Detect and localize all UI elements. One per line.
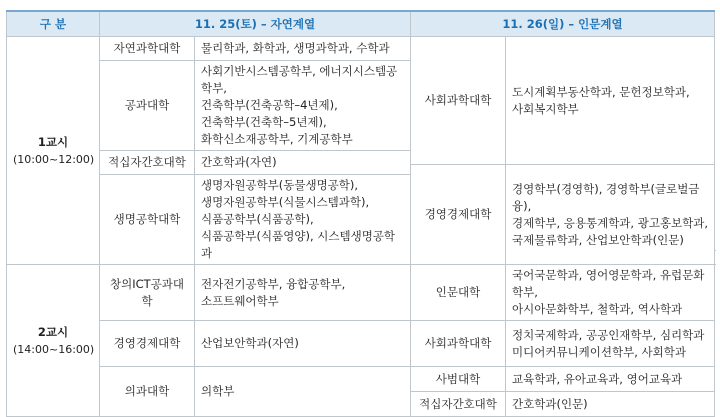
table-row	[7, 321, 715, 367]
dept-cell: 간호학과(인문)	[506, 392, 715, 417]
college-cell: 사회과학대학	[411, 321, 506, 367]
college-cell: 사회과학대학	[411, 37, 506, 165]
college-cell: 적십자간호대학	[411, 392, 506, 417]
header-day1: 11. 25(토) – 자연계열	[100, 11, 411, 37]
table-row	[7, 37, 715, 61]
exam-schedule-table	[6, 10, 715, 417]
header-slot: 구 분	[7, 11, 100, 37]
header-day2: 11. 26(일) – 인문계열	[411, 11, 715, 37]
college-cell: 창의ICT공과대학	[100, 265, 195, 321]
college-cell: 사범대학	[411, 367, 506, 392]
dept-cell: 물리학과, 화학과, 생명과학과, 수학과	[195, 37, 411, 61]
table-row	[7, 265, 715, 321]
dept-cell: 생명자원공학부(동물생명공학), 생명자원공학부(식물시스템과학), 식품공학부(식품공학), 식품공학부(식품영양), 시스템생명공학과	[195, 175, 411, 265]
dept-cell: 도시계획부동산학과, 문헌정보학과, 사회복지학부	[506, 37, 715, 165]
header-row	[7, 11, 715, 37]
college-cell: 의과대학	[100, 367, 195, 417]
slot2-label: 2교시	[37, 324, 69, 339]
dept-cell: 경영학부(경영학), 경영학부(글로벌금융), 경제학부, 응용통계학과, 광고홍보학과, 국제물류학과, 산업보안학과(인문)	[506, 165, 715, 265]
dept-cell: 국어국문학과, 영어영문학과, 유럽문화학부, 아시아문화학부, 철학과, 역사학과	[506, 265, 715, 321]
college-cell: 경영경제대학	[411, 165, 506, 265]
slot1-cell	[7, 37, 100, 265]
slot1-label: 1교시	[37, 134, 69, 149]
college-cell: 생명공학대학	[100, 175, 195, 265]
dept-cell: 의학부	[195, 367, 411, 417]
dept-cell: 산업보안학과(자연)	[195, 321, 411, 367]
dept-cell: 간호학과(자연)	[195, 151, 411, 175]
college-cell: 공과대학	[100, 61, 195, 151]
college-cell: 자연과학대학	[100, 37, 195, 61]
dept-cell: 사회기반시스템공학부, 에너지시스템공학부, 건축학부(건축공학–4년제), 건축학부(건축학–5년제), 화학신소재공학부, 기계공학부	[195, 61, 411, 151]
college-cell: 적십자간호대학	[100, 151, 195, 175]
dept-cell: 교육학과, 유아교육과, 영어교육과	[506, 367, 715, 392]
slot2-time: (14:00~16:00)	[13, 342, 95, 356]
slot2-cell	[7, 265, 100, 417]
college-cell: 인문대학	[411, 265, 506, 321]
table-row	[7, 367, 715, 392]
slot1-time: (10:00~12:00)	[13, 152, 95, 166]
dept-cell: 전자전기공학부, 융합공학부, 소프트웨어학부	[195, 265, 411, 321]
college-cell: 경영경제대학	[100, 321, 195, 367]
dept-cell: 정치국제학과, 공공인재학부, 심리학과 미디어커뮤니케이션학부, 사회학과	[506, 321, 715, 367]
